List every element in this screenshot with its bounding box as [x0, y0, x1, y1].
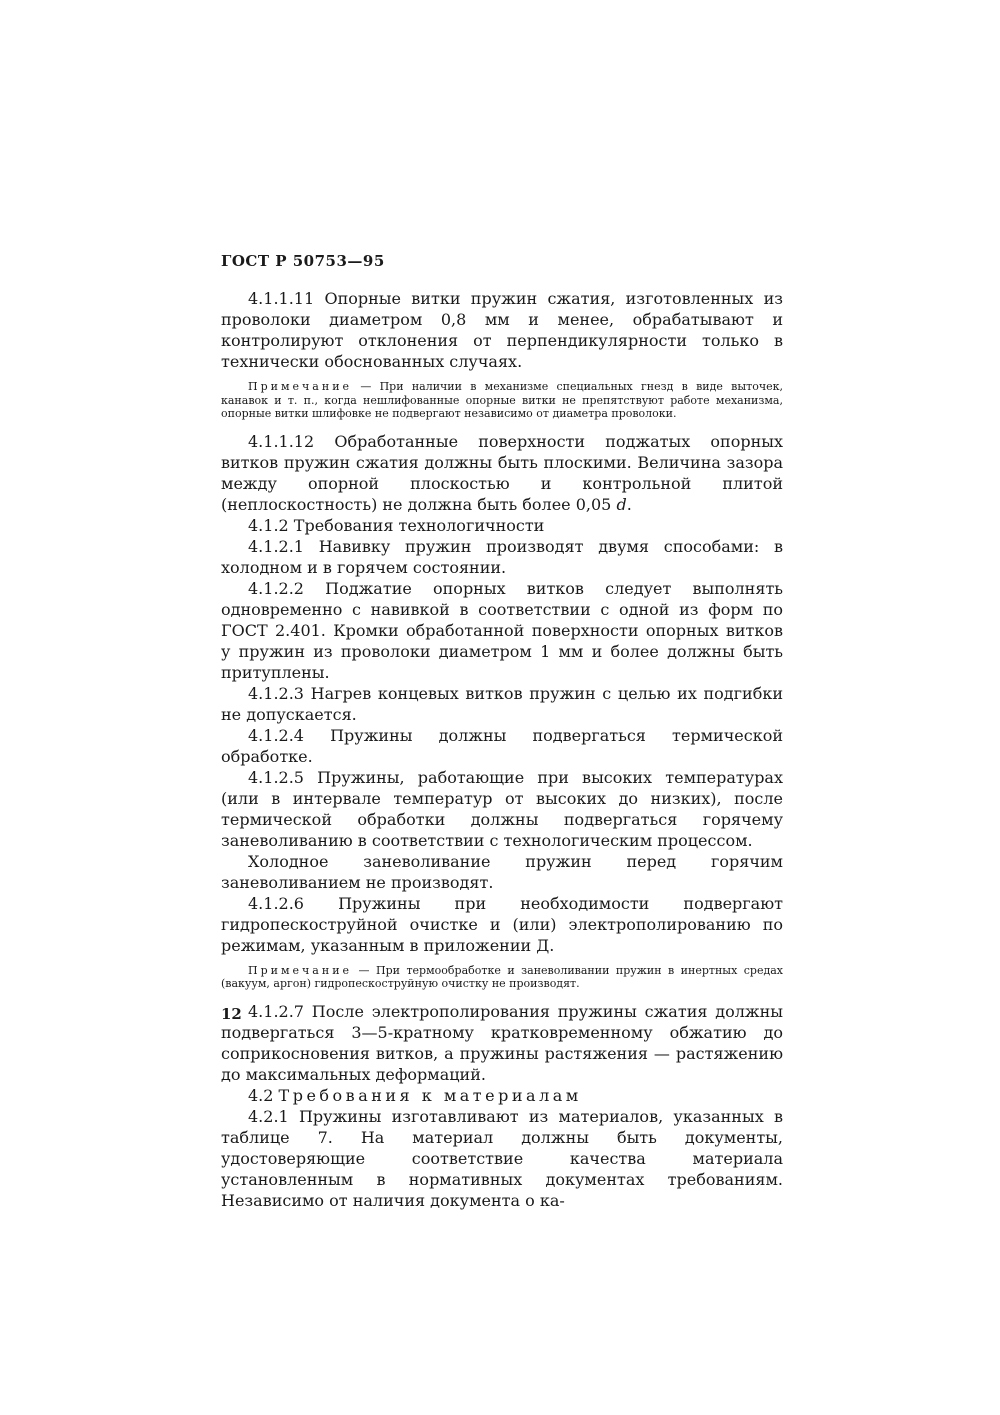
paragraph-end: . — [626, 494, 632, 514]
note-text: — При термообработке и заневоливании пружин в инертных средах (вакуум, аргон) гидропескоструйную очистку не производят. — [221, 963, 783, 990]
note-label: Примечание — [248, 963, 353, 977]
section-4-2-title — [221, 1085, 783, 1106]
paragraph-4-1-2-3: 4.1.2.3 Нагрев концевых витков пружин с целью их подгибки не допускается. — [221, 683, 783, 724]
paragraph-4-1-2-4: 4.1.2.4 Пружины должны подвергаться термической обработке. — [221, 725, 783, 766]
section-number: 4.2 — [248, 1085, 279, 1105]
heading-4-1-2: 4.1.2 Требования технологичности — [248, 515, 545, 535]
paragraph-4-1-2-5: 4.1.2.5 Пружины, работающие при высоких температурах (или в интервале температур от высоких до низких), после термической обработки должны подвергаться горячему заневоливанию в соответствии с технологическим процессом. — [221, 767, 783, 850]
symbol-d: d — [616, 494, 627, 514]
paragraph-cold-setting: Холодное заневоливание пружин перед горячим заневоливанием не производят. — [221, 851, 783, 892]
page-number: 12 — [221, 1005, 242, 1023]
paragraph-4-1-2-6: 4.1.2.6 Пружины при необходимости подвергают гидропескоструйной очистке и (или) электрополированию по режимам, указанным в приложении Д. — [221, 893, 783, 955]
paragraph-text: 4.1.1.12 Обработанные поверхности поджатых опорных витков пружин сжатия должны быть плоскими. Величина зазора между опорной плоскостью и контрольной плитой (неплоскостность) не должна быть более 0,05 — [221, 431, 783, 514]
note-2 — [221, 964, 783, 991]
note-text: — При наличии в механизме специальных гнезд в виде выточек, канавок и т. п., когда нешлифованные опорные витки не препятствуют работе механизма, опорные витки шлифовке не подвергают независимо от диаметра проволоки. — [221, 380, 783, 420]
document-body — [221, 288, 783, 1211]
paragraph-4-1-2-7: 4.1.2.7 После электрополирования пружины сжатия должны подвергаться 3—5-кратному кратковременному обжатию до соприкосновения витков, а пружины растяжения — растяжению до максимальных деформаций. — [221, 1001, 783, 1084]
document-header: ГОСТ Р 50753—95 — [221, 252, 385, 270]
paragraph-4-1-2-2: 4.1.2.2 Поджатие опорных витков следует выполнять одновременно с навивкой в соответствии с одной из форм по ГОСТ 2.401. Кромки обработанной поверхности опорных витков у пружин из проволоки диаметром 1 мм и более должны быть притуплены. — [221, 578, 783, 682]
paragraph-4-1-1-12 — [221, 431, 783, 515]
section-title-text: Требования к материалам — [278, 1085, 582, 1105]
paragraph-4-1-1-11: 4.1.1.11 Опорные витки пружин сжатия, изготовленных из проволоки диаметром 0,8 мм и менее, обрабатывают и контролируют отклонения от перпендикулярности только в технически обоснованных случаях. — [221, 289, 783, 371]
note-1 — [221, 380, 783, 421]
paragraph-4-1-2-1: 4.1.2.1 Навивку пружин производят двумя способами: в холодном и в горячем состоянии. — [221, 536, 783, 577]
note-label: Примечание — [248, 380, 353, 393]
paragraph-4-2-1: 4.2.1 Пружины изготавливают из материалов, указанных в таблице 7. На материал должны быть документы, удостоверяющие соответствие качества материала установленным в нормативных документах требованиям. Независимо от наличия документа о ка- — [221, 1106, 783, 1210]
